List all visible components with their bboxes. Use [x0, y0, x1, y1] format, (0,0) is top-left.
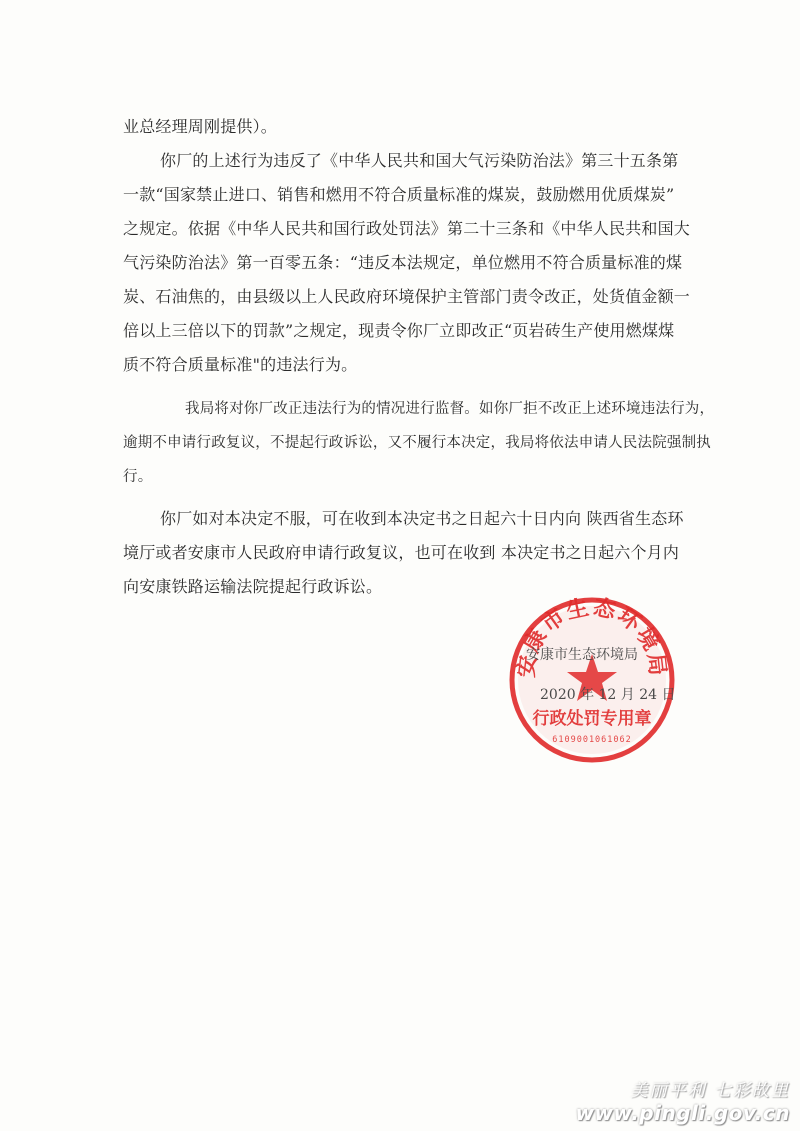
- seal-arc-text: 安康市生态环境局: [514, 596, 670, 679]
- paragraph-line: 你厂的上述行为违反了《中华人民共和国大气污染防治法》第三十五条第: [160, 151, 679, 170]
- signature-organization: 安康市生态环境局: [526, 647, 638, 663]
- watermark-url: www.pingli.gov.cn: [575, 1101, 790, 1125]
- paragraph-line: 质不符合质量标准"的违法行为。: [123, 355, 358, 374]
- watermark-slogan: 美丽平利 七彩故里: [630, 1081, 790, 1101]
- paragraph-line: 境厅或者安康市人民政府申请行政复议，也可在收到 本决定书之日起六个月内: [123, 543, 680, 562]
- official-seal: [508, 596, 676, 764]
- paragraph-line: 之规定。依据《中华人民共和国行政处罚法》第二十三条和《中华人民共和国大: [123, 219, 691, 238]
- paragraph-line: 向安康铁路运输法院提起行政诉讼。: [123, 577, 383, 596]
- paragraph-line: 我局将对你厂改正违法行为的情况进行监督。如你厂拒不改正上述环境违法行为，: [185, 401, 715, 417]
- paragraph-line: 你厂如对本决定不服，可在收到本决定书之日起六十日内向 陕西省生态环: [160, 509, 684, 528]
- paragraph-line: 气污染防治法》第一百零五条：“违反本法规定，单位燃用不符合质量标准的煤: [123, 253, 683, 272]
- seal-serial: 6109001061062: [552, 735, 632, 745]
- signature-date: 2020 年 12 月 24 日: [540, 687, 676, 703]
- paragraph-line: 倍以上三倍以下的罚款”之规定，现责令你厂立即改正“页岩砖生产使用燃煤煤: [123, 321, 675, 340]
- paragraph-line: 行。: [123, 469, 153, 485]
- seal-bottom-text: 行政处罚专用章: [532, 709, 652, 729]
- paragraph-line: 炭、石油焦的，由县级以上人民政府环境保护主管部门责令改正，处货值金额一: [123, 287, 691, 306]
- site-watermark: [576, 1076, 790, 1125]
- paragraph-line: 一款“国家禁止进口、销售和燃用不符合质量标准的煤炭，鼓励燃用优质煤炭”: [123, 185, 675, 204]
- paragraph-line: 逾期不申请行政复议，不提起行政诉讼，又不履行本决定，我局将依法申请人民法院强制执: [123, 435, 711, 451]
- paragraph-line: 业总经理周刚提供）。: [123, 117, 278, 136]
